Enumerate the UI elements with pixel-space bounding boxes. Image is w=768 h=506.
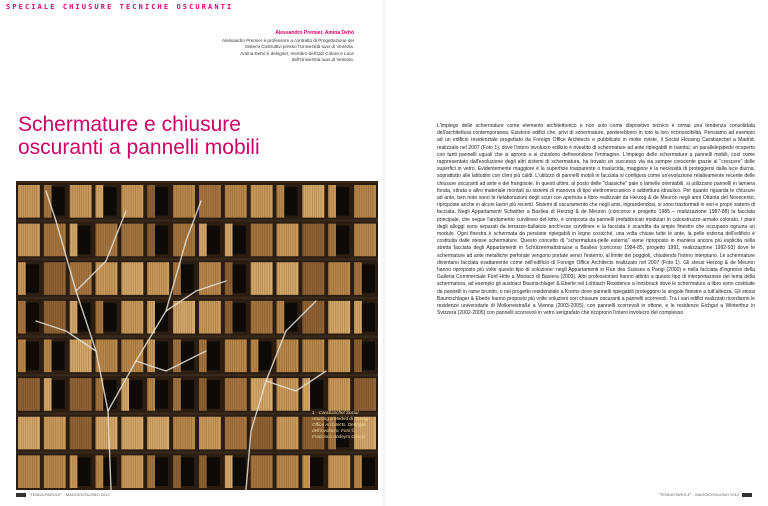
shutter-panel <box>96 378 117 411</box>
shutter-panel <box>354 455 375 488</box>
floor-slab <box>16 220 378 222</box>
facade-photo <box>16 181 378 490</box>
page-gutter <box>383 0 385 506</box>
shutter-panel <box>302 185 324 218</box>
author-bio-line: dell'Università Iuav di Venezia. <box>291 56 354 62</box>
shutter-panel <box>173 301 195 334</box>
shutter-panel <box>96 185 117 218</box>
floor-slab <box>16 336 378 338</box>
shutter-panel <box>277 224 299 257</box>
floor-slab <box>16 181 378 183</box>
shutter-panel <box>302 340 324 373</box>
shutter-panel <box>44 378 65 411</box>
facade-illustration <box>16 181 378 490</box>
shutter-panel <box>173 185 195 218</box>
shutter-panel <box>70 340 92 373</box>
shutter-panel <box>199 455 220 488</box>
article-title <box>18 113 378 159</box>
shutter-panel <box>354 340 375 373</box>
shutter-panel <box>44 301 66 334</box>
shutter-panel <box>18 455 40 488</box>
shutter-panel <box>225 378 247 411</box>
author-bio-line: Sistemi Costruttivi presso l'Università Iuav di Venezia. <box>244 44 354 50</box>
shutter-panel <box>70 301 91 334</box>
footer-right <box>658 492 752 497</box>
shutter-panel <box>44 340 65 373</box>
footer-left-text: "TENDA PAROLE" - MAGGIO/GIUGNO 2012 <box>29 492 110 497</box>
author-bio-line: Alessandro Premier è professore a contratto di Progettazione dei <box>221 38 354 44</box>
article-title-line: Schermature e chiusure <box>18 113 241 136</box>
shutter-panel <box>328 224 349 257</box>
shutter-panel <box>70 455 91 488</box>
shutter-panel <box>277 262 299 295</box>
shutter-panel <box>147 262 169 295</box>
shutter-panel <box>225 301 246 334</box>
shutter-panel <box>18 378 40 411</box>
shutter-panel <box>147 455 168 488</box>
article-title-line: oscuranti a pannelli mobili <box>18 136 260 159</box>
shutter-panel <box>70 185 92 218</box>
shutter-panel <box>354 185 376 218</box>
shutter-panel <box>121 455 143 488</box>
shutter-panel <box>277 378 299 411</box>
shutter-panel <box>121 224 143 257</box>
shutter-panel <box>173 340 194 373</box>
shutter-panel <box>173 455 194 488</box>
shutter-panel <box>225 224 246 257</box>
shutter-panel <box>302 262 324 295</box>
floor-slab <box>16 451 378 453</box>
page-mark-icon <box>742 493 752 497</box>
shutter-panel <box>173 262 194 295</box>
shutter-panel <box>44 185 65 218</box>
shutter-panel <box>199 417 221 450</box>
shutter-panel <box>302 224 324 257</box>
shutter-panel <box>70 378 92 411</box>
shutter-panel <box>121 378 142 411</box>
shutter-panel <box>96 301 117 334</box>
shutter-panel <box>121 301 143 334</box>
shutter-panel <box>328 378 350 411</box>
shutter-panel <box>354 262 375 295</box>
floor-slab <box>16 258 378 260</box>
shutter-panel <box>18 301 39 334</box>
shutter-panel <box>18 262 39 295</box>
page-mark-icon <box>16 493 26 497</box>
shutter-panel <box>18 417 40 450</box>
article-body: L'impiego delle schermature come elemento architettonico e non solo come dispositivo tecnico è ormai una tendenza consolidata dell'architettura contemporanea. Esistono edifici che, privi di schermature, perderebbero in toto la loro riconoscibilità. Pensiamo ad esempio ad un edificio residenziale progettato da Foreign Office Architects e pubblicato in molte riviste, il Social Housing Carabanchel a Madrid, realizzato nel 2007 (Foto 1), dove l'intero involucro edilizio è rivestito di schermature ad ante ripiegabili in bambù; un parallelepipedo ricoperto con tanti pannelli uguali che si aprono e si chiudono defineondone l'immagine. L'impiego delle schermature a pannelli mobili, così come rappresentato dall'evoluzione degli altri sistemi di schermatura, ha trovato un successo via via sempre crescente grazie al "crescere" delle superfici in vetro. Evidentemente maggiore è la superficie trasparente o traslucida, maggiore è la necessità di proteggersi dalla luce diurna, soprattutto alle latitudini con climi più caldi. L'utilizzo di pannelli mobili in facciata si configura come un'evoluzione relativamente recente delle chiusure oscuranti ad ante e dei frangisole. In questi ultimi, al posto delle "classiche" pale o lamelle orientabili, si utilizzano pannelli in lamiera forata, stirata o altro materiale montati su sistemi di manovra di tipo elettromeccanico o addirittura idraulico. Per quanto riguarda le chiusure ad ante, ben note sono le rielaborazioni degli scuri con apertura a libro realizzate da Herzog & de Meuron negli anni Ottanta del Novecento, riproposte anche in alcuni lavori più recenti. Sistemi di oscuramento che negli anni, ingrandendosi, si sono trasformati in veri e propri sistemi di facciata. Negli Appartamenti Schwitter a Basilea di Herzog & de Meuron (concorso e progetto 1985 – realizzazione 1987-88) la facciata principale, che segue l'andamento curvilineo del lotto, è composta da pannelli prefabbricati modulari in calcestruzzo armato colorato. I piani degli alloggi sono separati da terrazze-ballatoio anch'esse curvilinee e la facciata è scandita da ampie finestre che occupano ognuna un modulo. Ogni finestra è schermata da persiane ripiegabili in legno cosicché, una volta chiuse tutte le ante, la pelle esterna dell'edificio è costituita dalle stesse schermature. Questo concetto di "schermatura-pelle esterna" viene riproposto in maniera ancora più esplicita nella stretta facciata degli Appartamenti in Schützenmattstrasse a Basilea (concorso 1984-85, progetto 1991, realizzazione 1992-93) dove le schermature ad ante metalliche perforate vengono portate verso l'esterno, al limite dei poggioli, chiudendo l'intero interpiano. Le schermature diventano facciata esattamente come nell'edificio di Foreign Office Architects realizzato nel 2007 (Foto 1). Gli stessi Herzog & de Meuron hanno riproposto più volte questo tipo di soluzione: negli Appartamenti in Rue des Suisses a Parigi (2000) e nella facciata d'ingresso della Galleria Commerciale Fünf Höfe a Monaco di Baviera (2003). Altri professionisti hanno attinto a questo tipo di interpretazione del tema della schermatura, ad esempio gli austriaci Baumschlager & Eberle nel Lohbach Residence a Innsbruck dove le schermature a libro sono costituite da pannelli in rame brunito, o nel progetto residenziale a Krems dove pannelli ripiegabili proteggono le singole finestre a tutt'altezza. Gli stessi Baumschlager & Eberle hanno proposto più volte soluzioni con chiusure oscuranti a pannelli scorrevoli. Tra i vari edifici realizzati ricordiamo le residenze universitarie di Molkereistraße a Vienna (2003-2005), con pannelli scorrevoli in ottone, e le residenze Eichgut a Winterthur in Svizzera (2002-2005) con pannelli scorrevoli in vetro serigrafato che ricoprono l'intero involucro del complesso. <box>437 123 755 317</box>
floor-slab <box>16 297 378 299</box>
shutter-panel <box>44 417 66 450</box>
shutter-panel <box>328 455 350 488</box>
footer-right-text: "TENDA PAROLE" - MAGGIO/GIUGNO 2012 <box>658 492 739 497</box>
shutter-panel <box>121 417 143 450</box>
shutter-panel <box>251 262 273 295</box>
shutter-panel <box>18 224 40 257</box>
shutter-panel <box>44 224 66 257</box>
shutter-panel <box>302 378 323 411</box>
author-bio-line: Amina Dehò è designer, membro dell'Udr Colore e Luce <box>240 50 354 56</box>
footer-left <box>16 492 110 497</box>
shutter-panel <box>173 224 195 257</box>
shutter-panel <box>199 340 220 373</box>
shutter-panel <box>121 262 143 295</box>
floor-slab <box>16 374 378 376</box>
shutter-panel <box>44 262 66 295</box>
shutter-panel <box>173 378 194 411</box>
shutter-panel <box>96 455 117 488</box>
shutter-panel <box>251 224 273 257</box>
shutter-panel <box>147 417 169 450</box>
shutter-panel <box>18 185 40 218</box>
shutter-panel <box>251 185 273 218</box>
shutter-panel <box>354 378 376 411</box>
author-block <box>180 30 354 63</box>
shutter-panel <box>147 224 168 257</box>
shutter-panel <box>225 417 247 450</box>
shutter-panel <box>302 301 324 334</box>
shutter-panel <box>251 301 273 334</box>
shutter-panel <box>147 378 168 411</box>
shutter-panel <box>96 262 118 295</box>
shutter-panel <box>70 417 92 450</box>
shutter-panel <box>277 301 298 334</box>
shutter-panel <box>277 455 299 488</box>
shutter-panel <box>70 224 91 257</box>
shutter-panel <box>302 455 323 488</box>
shutter-panel <box>199 262 221 295</box>
shutter-panel <box>173 417 195 450</box>
shutter-panel <box>225 262 246 295</box>
shutter-panel <box>147 301 168 334</box>
shutter-panel <box>328 262 350 295</box>
section-title: SPECIALE CHIUSURE TECNICHE OSCURANTI <box>6 3 234 11</box>
shutter-panel <box>147 185 168 218</box>
shutter-panel <box>199 301 221 334</box>
shutter-panel <box>251 455 273 488</box>
shutter-panel <box>277 340 299 373</box>
shutter-panel <box>354 301 375 334</box>
shutter-panel <box>277 185 298 218</box>
shutter-panel <box>199 378 220 411</box>
shutter-panel <box>18 340 39 373</box>
shutter-panel <box>328 301 350 334</box>
shutter-panel <box>225 340 247 373</box>
photo-caption: 1 - Carabanchel Social Housing a Madrid di Foreign Office Architects. Dettaglio dell'involucro. Foto © Francisco Andeyro García <box>312 410 370 439</box>
shutter-panel <box>225 455 246 488</box>
shutter-panel <box>199 185 221 218</box>
shutter-panel <box>199 224 220 257</box>
shutter-panel <box>225 185 247 218</box>
shutter-panel <box>328 185 349 218</box>
shutter-panel <box>147 340 168 373</box>
shutter-panel <box>251 340 272 373</box>
shutter-panel <box>328 340 350 373</box>
shutter-panel <box>44 455 66 488</box>
shutter-panel <box>277 417 299 450</box>
author-names: Alessandro Premier, Amina Dehò <box>275 30 354 36</box>
shutter-panel <box>354 224 376 257</box>
shutter-panel <box>96 417 118 450</box>
